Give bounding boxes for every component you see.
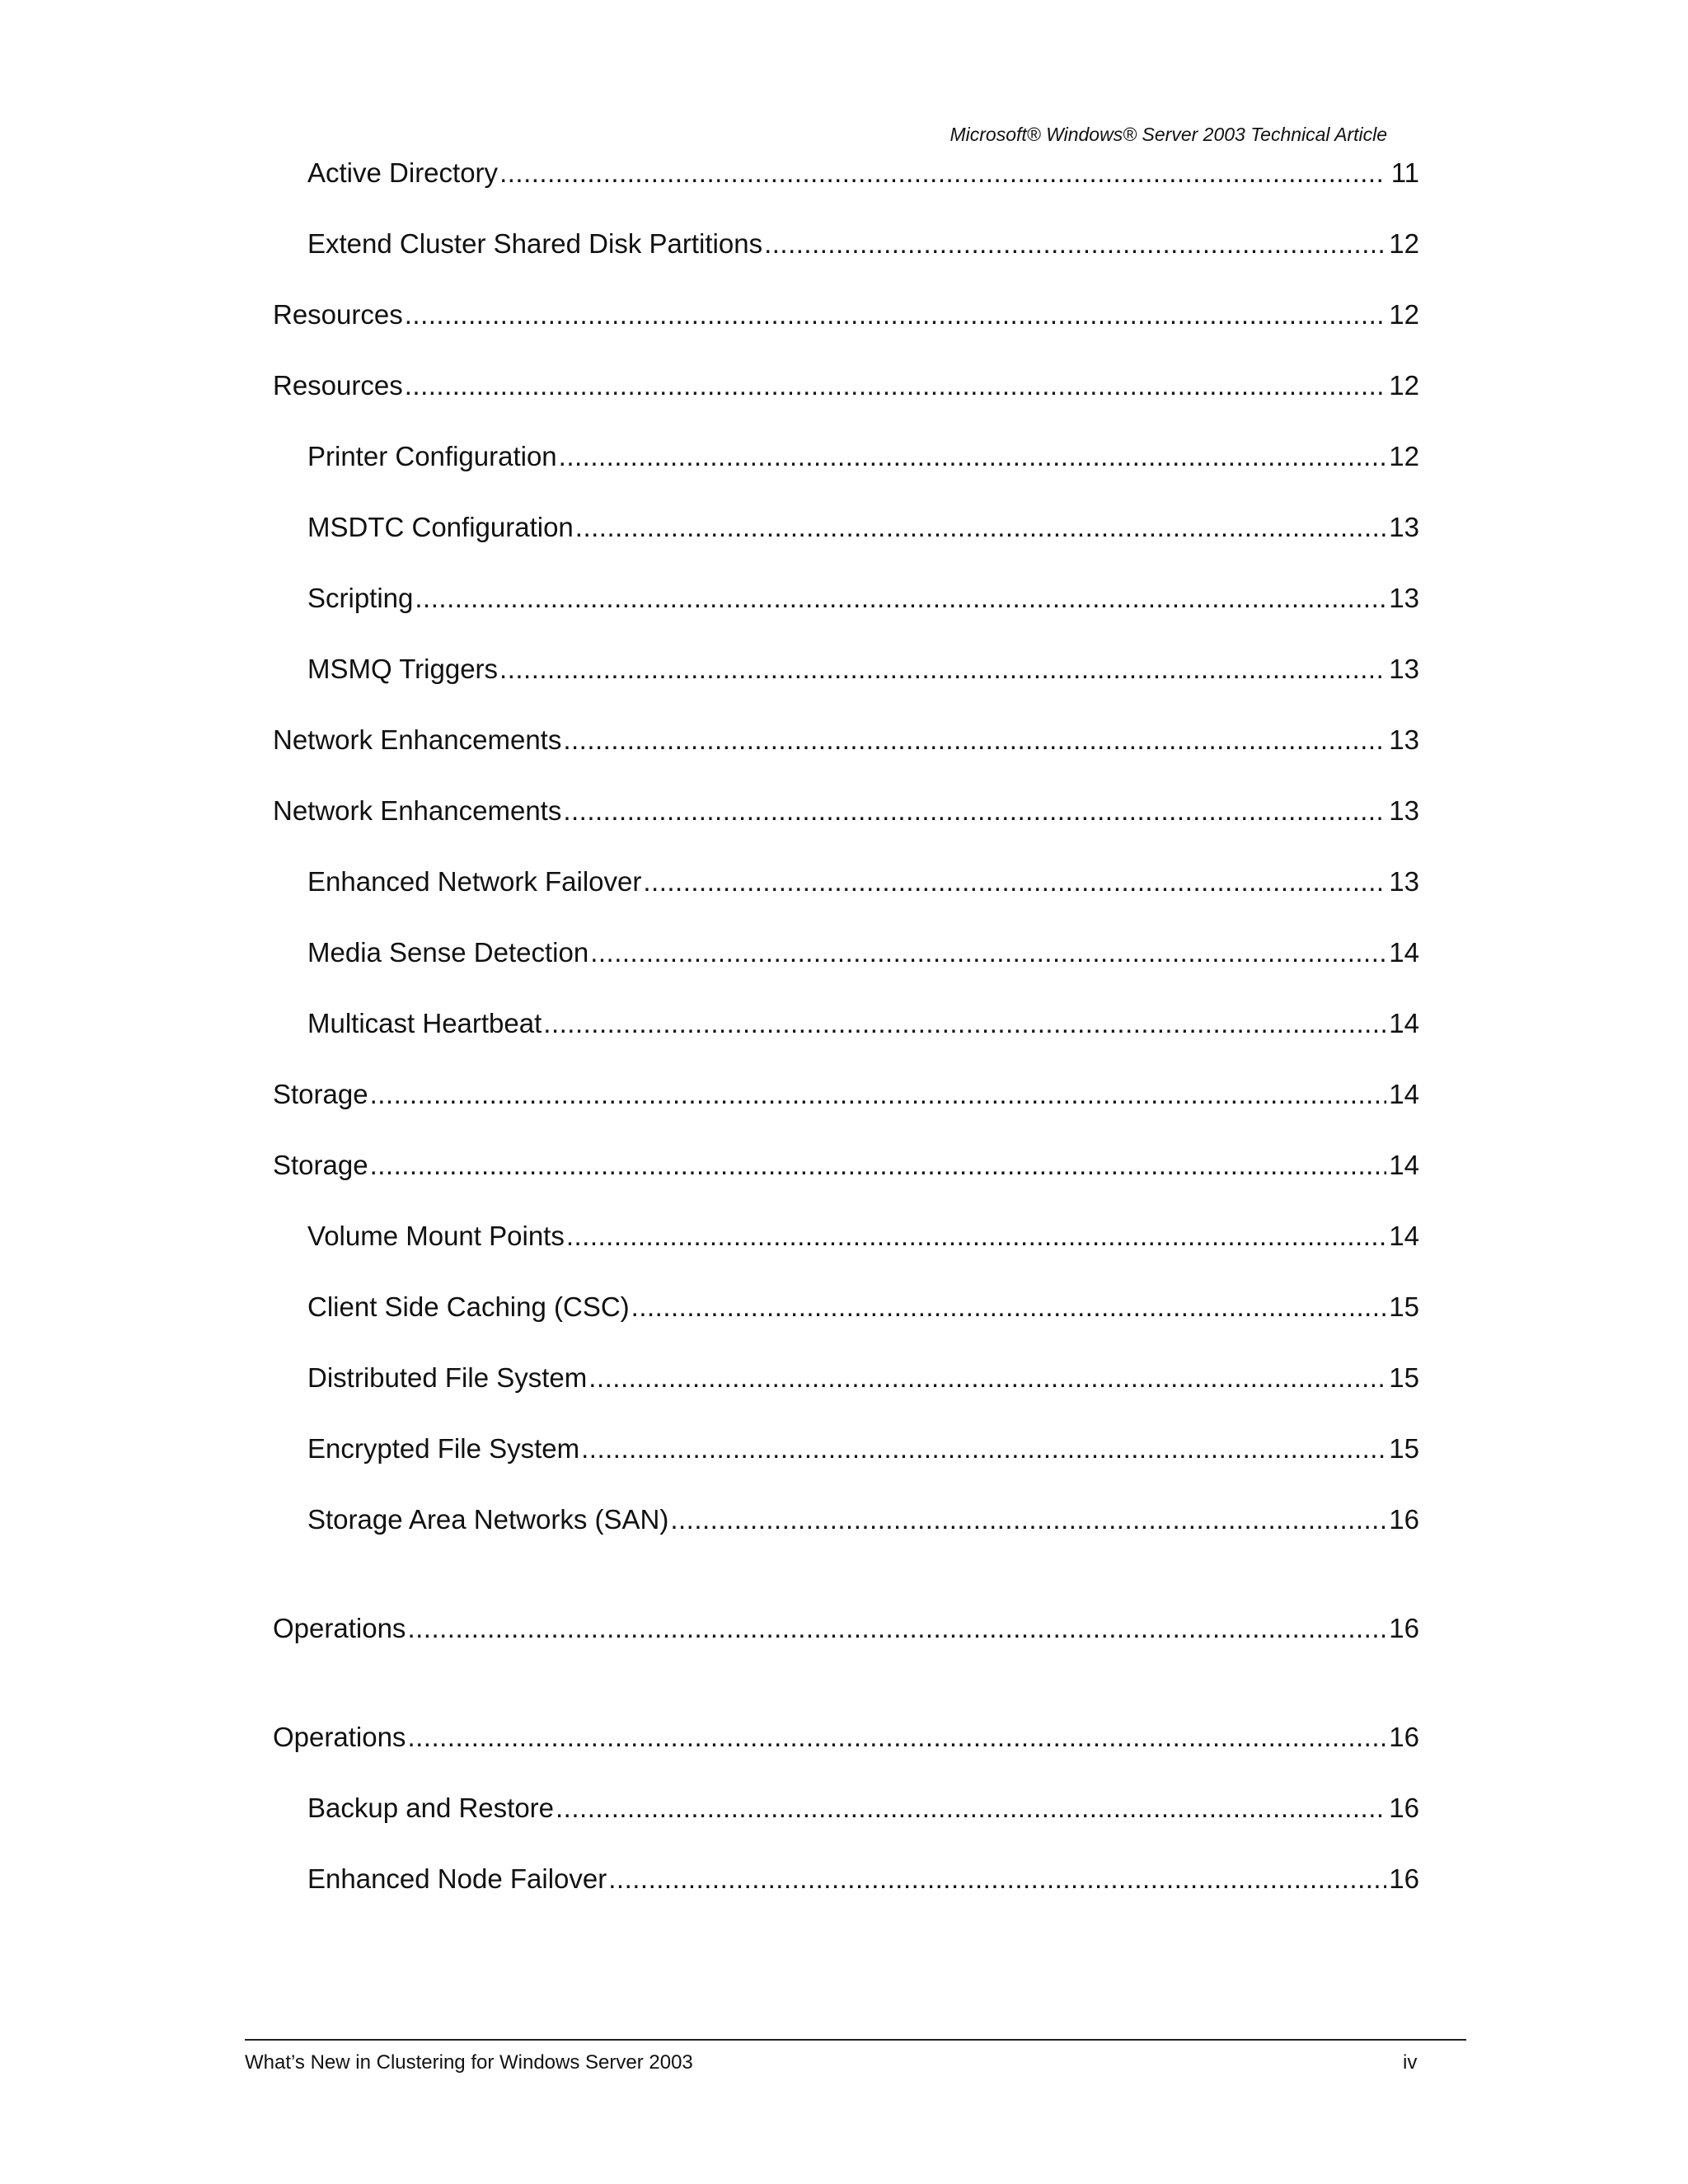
toc-entry[interactable] xyxy=(273,369,1419,402)
dot-leader xyxy=(407,1721,1386,1754)
footer-page-number: iv xyxy=(1403,2051,1418,2074)
toc-entry-page: 14 xyxy=(1389,1008,1419,1038)
toc-entry[interactable] xyxy=(307,1291,1419,1324)
toc-entry-title: Operations xyxy=(273,1613,406,1643)
toc-entry[interactable] xyxy=(307,936,1419,969)
toc-entry-title: Encrypted File System xyxy=(307,1433,580,1464)
toc-entry[interactable] xyxy=(273,1612,1419,1645)
toc-entry-title: MSDTC Configuration xyxy=(307,512,574,542)
running-header: Microsoft® Windows® Server 2003 Technical Article xyxy=(950,124,1387,145)
toc-entry-page: 14 xyxy=(1389,937,1419,968)
toc-entry-page: 16 xyxy=(1389,1613,1419,1643)
toc-entry-page: 15 xyxy=(1389,1362,1419,1393)
dot-leader xyxy=(559,440,1386,473)
toc-entry-title: Printer Configuration xyxy=(307,441,557,471)
toc-entry-title: Backup and Restore xyxy=(307,1793,555,1823)
toc-entry[interactable] xyxy=(307,653,1419,686)
toc-entry[interactable] xyxy=(273,724,1419,757)
dot-leader xyxy=(370,1078,1386,1111)
dot-leader xyxy=(575,511,1386,544)
toc-entry[interactable] xyxy=(307,511,1419,544)
toc-entry[interactable] xyxy=(307,865,1419,898)
dot-leader xyxy=(590,936,1386,969)
toc-entry[interactable] xyxy=(307,1007,1419,1040)
toc-entry-title: Volume Mount Points xyxy=(307,1221,565,1251)
toc-entry-title: Resources xyxy=(273,370,403,401)
toc-entry[interactable] xyxy=(307,440,1419,473)
toc-entry-page: 13 xyxy=(1389,583,1419,613)
dot-leader xyxy=(581,1432,1386,1465)
toc-entry[interactable] xyxy=(273,794,1419,827)
toc-entry-title: Storage xyxy=(273,1079,368,1109)
toc-entry[interactable] xyxy=(307,1792,1419,1825)
dot-leader xyxy=(407,1612,1386,1645)
toc-entry[interactable] xyxy=(307,227,1419,260)
toc-entry-page: 12 xyxy=(1389,441,1419,471)
toc-entry-page: 16 xyxy=(1389,1793,1419,1823)
toc-entry-page: 16 xyxy=(1389,1722,1419,1752)
dot-leader xyxy=(608,1863,1386,1896)
toc-entry-title: Extend Cluster Shared Disk Partitions xyxy=(307,228,763,259)
toc-entry[interactable] xyxy=(307,1220,1419,1253)
dot-leader xyxy=(631,1291,1386,1324)
dot-leader xyxy=(499,653,1386,686)
toc-entry-page: 13 xyxy=(1389,795,1419,826)
toc-entry-title: Operations xyxy=(273,1722,406,1752)
toc-entry-page: 13 xyxy=(1389,866,1419,897)
dot-leader xyxy=(670,1503,1386,1536)
toc-entry-page: 14 xyxy=(1389,1079,1419,1109)
toc-entry[interactable] xyxy=(307,157,1419,190)
toc-entry-title: Network Enhancements xyxy=(273,724,562,755)
dot-leader xyxy=(370,1149,1386,1182)
toc-entry-page: 14 xyxy=(1389,1150,1419,1180)
toc-entry[interactable] xyxy=(307,1361,1419,1394)
toc-entry-title: Storage xyxy=(273,1150,368,1180)
dot-leader xyxy=(405,298,1386,331)
toc-entry-title: Network Enhancements xyxy=(273,795,562,826)
toc-entry[interactable] xyxy=(273,1721,1419,1754)
toc-entry[interactable] xyxy=(273,1078,1419,1111)
dot-leader xyxy=(405,369,1386,402)
dot-leader xyxy=(566,1220,1386,1253)
toc-entry[interactable] xyxy=(273,1149,1419,1182)
toc-entry-title: Distributed File System xyxy=(307,1362,588,1393)
toc-entry-page: 12 xyxy=(1389,299,1419,330)
toc-entry-page: 15 xyxy=(1389,1433,1419,1464)
toc-entry-page: 12 xyxy=(1389,228,1419,259)
toc-entry-page: 14 xyxy=(1389,1221,1419,1251)
toc-entry[interactable] xyxy=(307,1503,1419,1536)
toc-entry-title: Media Sense Detection xyxy=(307,937,589,968)
toc-entry-page: 15 xyxy=(1389,1291,1419,1322)
footer-document-title: What’s New in Clustering for Windows Server 2003 xyxy=(245,2051,693,2074)
dot-leader xyxy=(588,1361,1386,1394)
dot-leader xyxy=(556,1792,1386,1825)
dot-leader xyxy=(563,794,1386,827)
toc-entry-title: Scripting xyxy=(307,583,414,613)
toc-entry-page: 16 xyxy=(1389,1504,1419,1535)
toc-entry-title: Resources xyxy=(273,299,403,330)
dot-leader xyxy=(643,865,1386,898)
toc-entry-title: Enhanced Network Failover xyxy=(307,866,642,897)
toc-entry[interactable] xyxy=(273,298,1419,331)
toc-entry[interactable] xyxy=(307,1432,1419,1465)
dot-leader xyxy=(764,227,1386,260)
toc-entry-title: Multicast Heartbeat xyxy=(307,1008,542,1038)
footer-divider xyxy=(245,2039,1466,2041)
toc-entry-title: MSMQ Triggers xyxy=(307,654,499,684)
toc-entry-page: 13 xyxy=(1389,724,1419,755)
dot-leader xyxy=(563,724,1386,757)
toc-entry-title: Active Directory xyxy=(307,157,499,188)
dot-leader xyxy=(415,582,1386,615)
toc-entry-title: Enhanced Node Failover xyxy=(307,1863,607,1894)
dot-leader xyxy=(499,157,1386,190)
toc-entry-page: 16 xyxy=(1389,1863,1419,1894)
toc-entry-page: 11 xyxy=(1390,157,1419,188)
toc-entry-page: 13 xyxy=(1389,654,1419,684)
toc-entry-page: 13 xyxy=(1389,512,1419,542)
toc-entry[interactable] xyxy=(307,1863,1419,1896)
toc-entry-title: Storage Area Networks (SAN) xyxy=(307,1504,669,1535)
toc-entry-title: Client Side Caching (CSC) xyxy=(307,1291,630,1322)
toc-entry[interactable] xyxy=(307,582,1419,615)
toc-entry-page: 12 xyxy=(1389,370,1419,401)
dot-leader xyxy=(543,1007,1386,1040)
